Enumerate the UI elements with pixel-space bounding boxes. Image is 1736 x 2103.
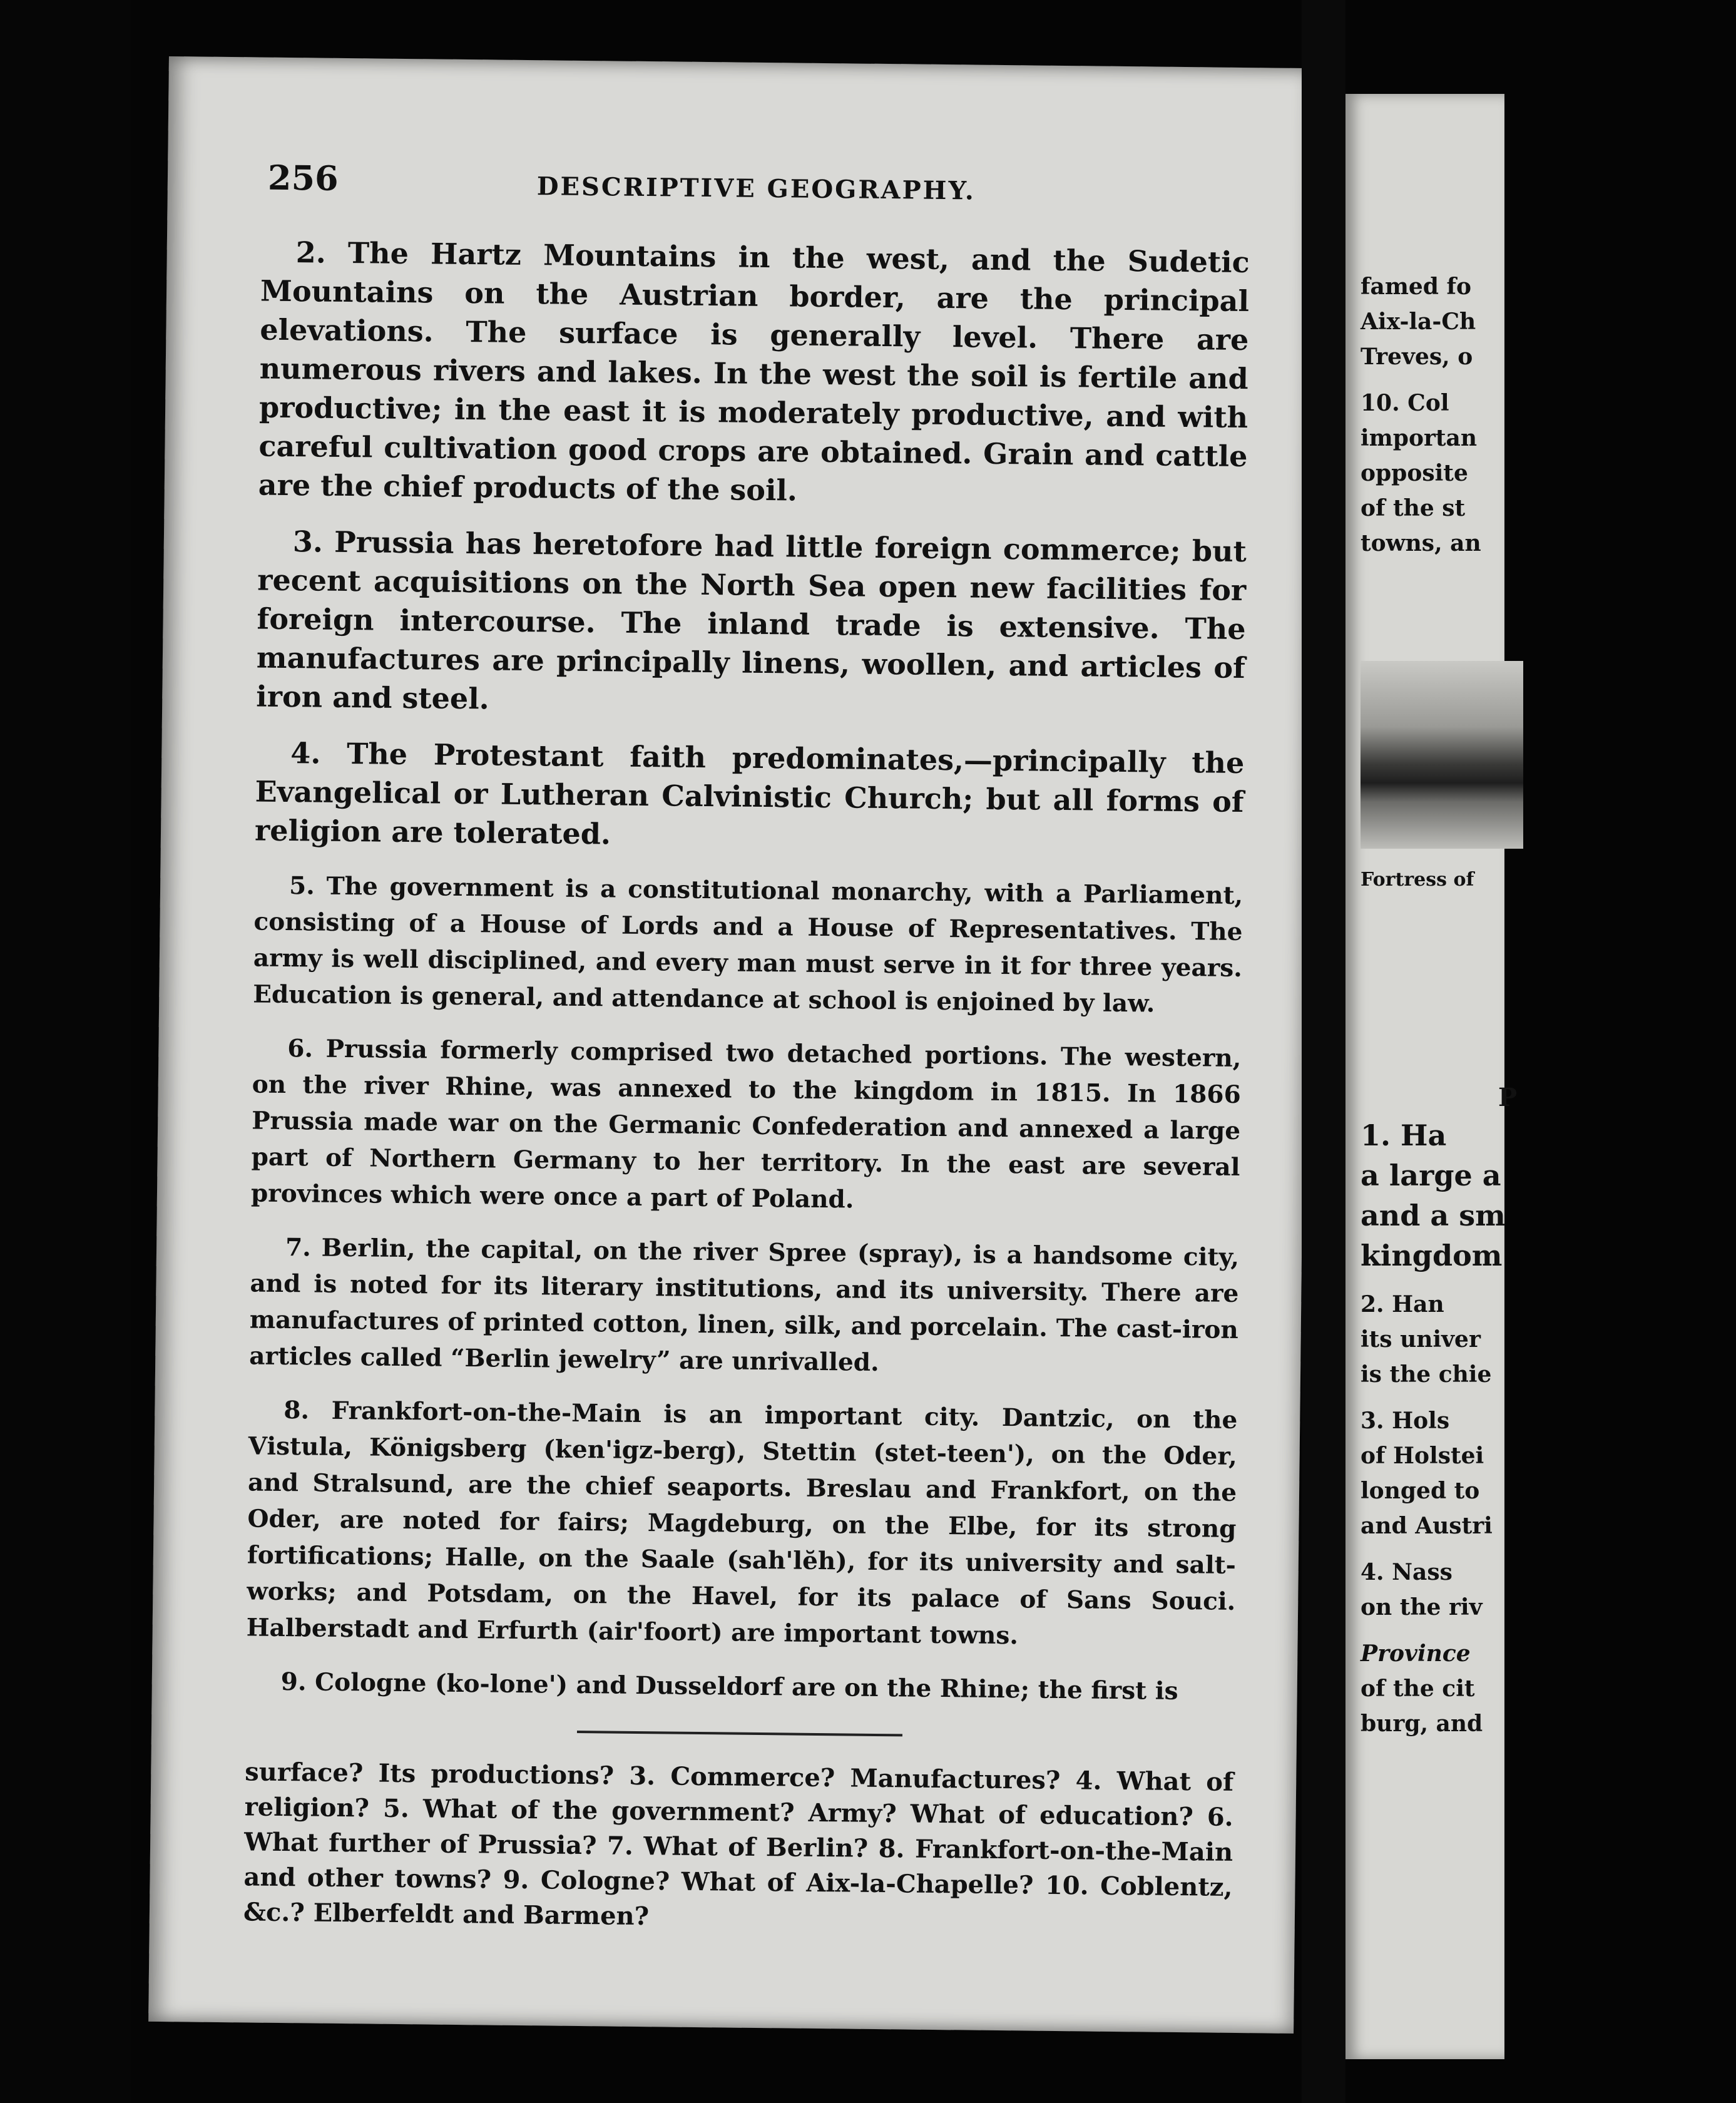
text-line: of the cit bbox=[1361, 1676, 1475, 1702]
text-line: 2. Han bbox=[1361, 1291, 1444, 1318]
text-line: of Holstei bbox=[1361, 1443, 1484, 1469]
left-page bbox=[148, 56, 1314, 2034]
right-block-10 bbox=[1361, 386, 1736, 561]
right-top-lines bbox=[1361, 269, 1736, 374]
text-line: is the chie bbox=[1361, 1361, 1492, 1388]
text-line: on the riv bbox=[1361, 1594, 1483, 1620]
right-page-content bbox=[1361, 269, 1736, 1752]
right-large-block bbox=[1361, 1115, 1736, 1276]
text-line: of the st bbox=[1361, 495, 1466, 521]
text-line: importan bbox=[1361, 425, 1478, 451]
text-line: Province bbox=[1361, 1640, 1471, 1667]
page-content bbox=[243, 158, 1251, 1940]
scan-border-left bbox=[0, 0, 131, 2103]
text-line: kingdom bbox=[1361, 1239, 1503, 1272]
text-line: its univer bbox=[1361, 1326, 1481, 1353]
text-line: Aix-la-Ch bbox=[1361, 309, 1476, 335]
section-heading: P bbox=[1498, 1083, 1518, 1112]
page-number: 256 bbox=[267, 157, 339, 198]
review-questions: surface? Its productions? 3. Commerce? Manufactures? 4. What of religion? 5. What of the government? Army? What of education? 6. What further of Prussia? 7. What of Berlin? 8. Frankfort-on-the-Main and other towns? 9. Cologne? What of Aix-la-Chapelle? 10. Coblentz, &c.? Elberfeldt and Barmen? bbox=[243, 1757, 1234, 1932]
right-page bbox=[1345, 94, 1518, 2059]
text-line: famed fo bbox=[1361, 274, 1472, 300]
fortress-illustration bbox=[1361, 661, 1523, 849]
page-header bbox=[261, 158, 1250, 218]
book-gutter bbox=[1302, 0, 1345, 2103]
right-block-4 bbox=[1361, 1555, 1736, 1625]
right-block-2 bbox=[1361, 1287, 1736, 1392]
text-line: a large a bbox=[1361, 1159, 1501, 1192]
text-line: Treves, o bbox=[1361, 344, 1473, 370]
text-line: burg, and bbox=[1361, 1711, 1483, 1737]
text-line: 3. Hols bbox=[1361, 1408, 1450, 1434]
text-line: opposite bbox=[1361, 460, 1468, 486]
text-line: and a sm bbox=[1361, 1199, 1506, 1232]
footnote-rule bbox=[577, 1731, 902, 1736]
paragraph-5: 5. The government is a constitutional monarchy, with a Parliament, consisting of a House of Lords and a House of Representatives. The army is well disciplined, and every man must serve in it for three years. Education is general, and attendance at school is enjoined by law. bbox=[253, 871, 1243, 1018]
text-line: longed to bbox=[1361, 1478, 1480, 1504]
paragraph-9: 9. Cologne (ko-lone') and Dusseldorf are on the Rhine; the first is bbox=[280, 1667, 1178, 1706]
paragraph-6: 6. Prussia formerly comprised two detached portions. The western, on the river Rhine, was annexed to the kingdom in 1815. In 1866 Prussia made war on the Germanic Confederation and annexed a large part of Northern Germany to her territory. In the east are several provinces which were once a part of Poland. bbox=[250, 1034, 1242, 1214]
text-line: 4. Nass bbox=[1361, 1559, 1453, 1585]
text-line: towns, an bbox=[1361, 530, 1481, 556]
text-line: 1. Ha bbox=[1361, 1118, 1447, 1152]
right-block-3 bbox=[1361, 1403, 1736, 1543]
right-block-provinces bbox=[1361, 1636, 1736, 1741]
paragraph-2: 2. The Hartz Mountains in the west, and the Sudetic Mountains on the Austrian border, are the principal elevations. The surface is generally level. There are numerous rivers and lakes. In the west the soil is fertile and productive; in the east it is moderately productive, and with careful cultivation good crops are obtained. Grain and cattle are the chief products of the soil. bbox=[258, 235, 1250, 508]
paragraph-7: 7. Berlin, the capital, on the river Spree (spray), is a handsome city, and is noted for its literary institutions, and its university. There are manufactures of printed cotton, linen, silk, and porcelain. The cast-iron articles called “Berlin jewelry” are unrivalled. bbox=[249, 1233, 1240, 1377]
illustration-caption: Fortress of bbox=[1361, 869, 1474, 891]
text-line: 10. Col bbox=[1361, 390, 1449, 416]
text-line: and Austri bbox=[1361, 1513, 1493, 1539]
paragraph-3: 3. Prussia has heretofore had little foreign commerce; but recent acquisitions on the North Sea open new facilities for foreign intercourse. The inland trade is extensive. The manufactures are principally linens, woollen, and articles of iron and steel. bbox=[256, 524, 1247, 716]
paragraph-4: 4. The Protestant faith predominates,—principally the Evangelical or Lutheran Calvinistic Church; but all forms of religion are tolerated. bbox=[254, 736, 1245, 851]
paragraph-8: 8. Frankfort-on-the-Main is an important city. Dantzic, on the Vistula, Königsberg (ken'igz-berg), Stettin (stet-teen'), on the Oder, and Stralsund, are the chief seaports. Breslau and Frankfort, on the Oder, are noted for fairs; Magdeburg, on the Elbe, for its strong fortifications; Halle, on the Saale (sah'lĕh), for its university and salt-works; and Potsdam, on the Havel, for its palace of Sans Souci. Halberstadt and Erfurth (air'foort) are important towns. bbox=[246, 1396, 1238, 1650]
running-title: DESCRIPTIVE GEOGRAPHY. bbox=[536, 171, 976, 206]
